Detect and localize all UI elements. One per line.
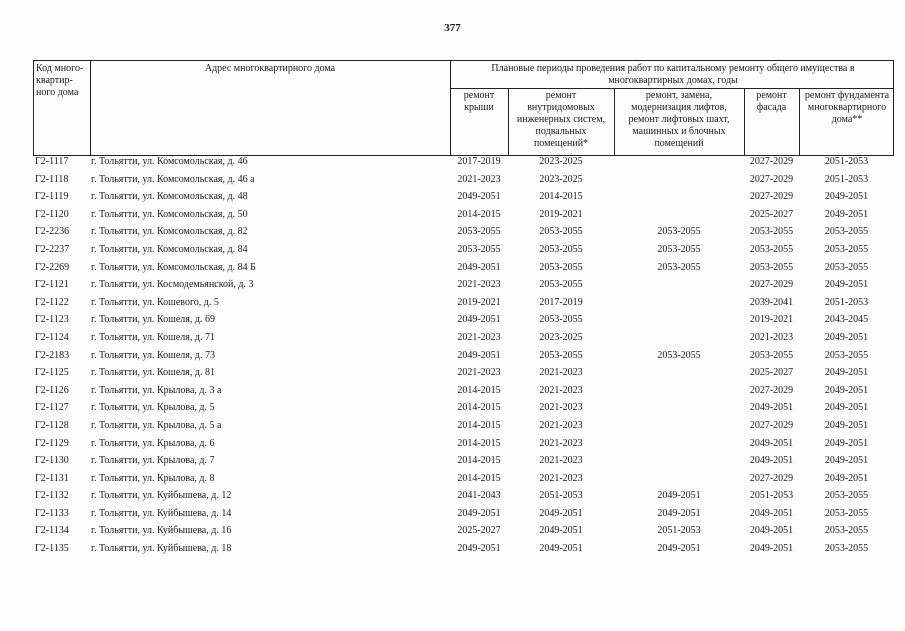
cell-facade: 2053-2055 <box>749 226 794 238</box>
table-row <box>33 382 894 400</box>
cell-facade: 2039-2041 <box>749 296 794 308</box>
cell-foundation: 2049-2051 <box>824 279 869 291</box>
cell-roof: 2017-2019 <box>457 156 501 167</box>
table-body <box>33 153 894 558</box>
cell-roof: 2014-2015 <box>457 455 501 467</box>
cell-facade: 2049-2051 <box>749 402 794 414</box>
cell-address: г. Тольятти, ул. Куйбышева, д. 16 <box>91 525 232 537</box>
table-row <box>33 417 894 435</box>
cell-address: г. Тольятти, ул. Крылова, д. 5 а <box>91 419 222 431</box>
cell-address: г. Тольятти, ул. Кошеля, д. 81 <box>91 367 215 379</box>
header-facade: ремонт фасада <box>756 90 787 113</box>
table-row <box>33 311 894 329</box>
cell-facade: 2027-2029 <box>749 173 794 185</box>
cell-foundation: 2043-2045 <box>824 314 869 326</box>
cell-roof: 2053-2055 <box>457 226 501 238</box>
cell-roof: 2014-2015 <box>457 208 501 220</box>
cell-roof: 2014-2015 <box>457 402 501 414</box>
table-row <box>33 399 894 417</box>
cell-address: г. Тольятти, ул. Куйбышева, д. 14 <box>91 507 232 519</box>
cell-facade: 2021-2023 <box>749 331 794 343</box>
cell-eng: 2023-2025 <box>539 331 583 343</box>
cell-facade: 2027-2029 <box>749 279 794 291</box>
cell-eng: 2021-2023 <box>539 437 583 449</box>
cell-eng: 2021-2023 <box>539 419 583 431</box>
cell-code: Г2-1135 <box>35 543 69 555</box>
table-row <box>33 347 894 365</box>
table-row <box>33 329 894 347</box>
cell-lift: 2053-2055 <box>657 349 701 361</box>
cell-address: г. Тольятти, ул. Кошеля, д. 73 <box>91 349 215 361</box>
table-row <box>33 522 894 540</box>
header-address: Адрес многоквартирного дома <box>204 63 336 74</box>
cell-eng: 2051-2053 <box>539 490 583 502</box>
table-row <box>33 294 894 312</box>
cell-eng: 2021-2023 <box>539 402 583 414</box>
cell-address: г. Тольятти, ул. Кошеля, д. 69 <box>91 314 215 326</box>
table-row <box>33 188 894 206</box>
table-row <box>33 259 894 277</box>
header-periods: Плановые периоды проведения работ по капитальному ремонту общего имущества в многоквартирных домах, годы <box>491 63 855 86</box>
cell-eng: 2053-2055 <box>539 261 583 273</box>
cell-facade: 2049-2051 <box>749 437 794 449</box>
cell-roof: 2049-2051 <box>457 543 501 555</box>
cell-eng: 2019-2021 <box>539 208 583 220</box>
cell-code: Г2-2269 <box>35 261 70 273</box>
cell-lift: 2053-2055 <box>657 261 701 273</box>
cell-address: г. Тольятти, ул. Комсомольская, д. 82 <box>91 226 248 238</box>
cell-code: Г2-1119 <box>35 191 69 203</box>
table-row <box>33 470 894 488</box>
header-foundation: ремонт фундамента многоквартирного дома** <box>804 90 890 125</box>
cell-code: Г2-1117 <box>35 156 69 167</box>
table-row <box>33 540 894 558</box>
cell-facade: 2027-2029 <box>749 384 794 396</box>
cell-roof: 2049-2051 <box>457 507 501 519</box>
cell-eng: 2053-2055 <box>539 226 583 238</box>
cell-code: Г2-1128 <box>35 419 69 431</box>
cell-roof: 2021-2023 <box>457 173 501 185</box>
cell-facade: 2027-2029 <box>749 156 794 167</box>
table-row <box>33 505 894 523</box>
cell-address: г. Тольятти, ул. Крылова, д. 8 <box>91 472 215 484</box>
cell-facade: 2049-2051 <box>749 525 794 537</box>
cell-eng: 2021-2023 <box>539 472 583 484</box>
header-lifts: ремонт, замена, модернизация лифтов, ремонт лифтовых шахт, машинных и блочных помещений <box>628 90 730 149</box>
column-divider <box>90 61 91 155</box>
cell-roof: 2014-2015 <box>457 472 501 484</box>
cell-facade: 2027-2029 <box>749 191 794 203</box>
cell-address: г. Тольятти, ул. Комсомольская, д. 46 а <box>91 173 255 185</box>
cell-eng: 2053-2055 <box>539 349 583 361</box>
cell-eng: 2014-2015 <box>539 191 583 203</box>
cell-code: Г2-1123 <box>35 314 69 326</box>
cell-code: Г2-2236 <box>35 226 70 238</box>
cell-address: г. Тольятти, ул. Космодемьянской, д. 3 <box>91 279 254 291</box>
cell-foundation: 2049-2051 <box>824 472 869 484</box>
cell-foundation: 2053-2055 <box>824 490 869 502</box>
cell-code: Г2-1120 <box>35 208 69 220</box>
cell-facade: 2025-2027 <box>749 208 794 220</box>
cell-address: г. Тольятти, ул. Крылова, д. 6 <box>91 437 215 449</box>
cell-address: г. Тольятти, ул. Кошеля, д. 71 <box>91 331 215 343</box>
cell-code: Г2-2237 <box>35 243 70 255</box>
cell-address: г. Тольятти, ул. Кошевого, д. 5 <box>91 296 219 308</box>
cell-foundation: 2049-2051 <box>824 331 869 343</box>
cell-facade: 2053-2055 <box>749 261 794 273</box>
cell-eng: 2021-2023 <box>539 384 583 396</box>
cell-eng: 2053-2055 <box>539 279 583 291</box>
cell-foundation: 2049-2051 <box>824 208 869 220</box>
cell-code: Г2-1121 <box>35 279 69 291</box>
cell-lift: 2049-2051 <box>657 490 701 502</box>
cell-address: г. Тольятти, ул. Комсомольская, д. 84 Б <box>91 261 256 273</box>
cell-roof: 2053-2055 <box>457 243 501 255</box>
cell-roof: 2049-2051 <box>457 261 501 273</box>
cell-facade: 2049-2051 <box>749 543 794 555</box>
cell-lift: 2049-2051 <box>657 507 701 519</box>
cell-facade: 2053-2055 <box>749 349 794 361</box>
cell-eng: 2049-2051 <box>539 543 583 555</box>
cell-address: г. Тольятти, ул. Комсомольская, д. 48 <box>91 191 248 203</box>
header-divider <box>450 88 893 89</box>
table-row <box>33 487 894 505</box>
cell-foundation: 2053-2055 <box>824 226 869 238</box>
cell-foundation: 2049-2051 <box>824 367 869 379</box>
cell-eng: 2023-2025 <box>539 173 583 185</box>
header-code: Код много- квартир- ного дома <box>36 63 84 98</box>
cell-foundation: 2051-2053 <box>824 296 869 308</box>
cell-address: г. Тольятти, ул. Крылова, д. 5 <box>91 402 215 414</box>
cell-address: г. Тольятти, ул. Куйбышева, д. 18 <box>91 543 232 555</box>
table-row <box>33 241 894 259</box>
cell-foundation: 2053-2055 <box>824 349 869 361</box>
cell-foundation: 2053-2055 <box>824 507 869 519</box>
cell-code: Г2-1118 <box>35 173 69 185</box>
cell-foundation: 2049-2051 <box>824 437 869 449</box>
cell-code: Г2-1126 <box>35 384 69 396</box>
cell-roof: 2041-2043 <box>457 490 501 502</box>
cell-lift: 2053-2055 <box>657 243 701 255</box>
cell-roof: 2049-2051 <box>457 191 501 203</box>
cell-foundation: 2049-2051 <box>824 191 869 203</box>
cell-foundation: 2049-2051 <box>824 402 869 414</box>
cell-facade: 2049-2051 <box>749 507 794 519</box>
cell-foundation: 2051-2053 <box>824 173 869 185</box>
cell-foundation: 2049-2051 <box>824 384 869 396</box>
cell-roof: 2021-2023 <box>457 279 501 291</box>
cell-foundation: 2053-2055 <box>824 543 869 555</box>
cell-lift: 2049-2051 <box>657 543 701 555</box>
cell-code: Г2-1127 <box>35 402 69 414</box>
cell-foundation: 2051-2053 <box>824 156 869 167</box>
cell-code: Г2-1130 <box>35 455 69 467</box>
cell-code: Г2-1122 <box>35 296 69 308</box>
cell-eng: 2053-2055 <box>539 314 583 326</box>
cell-foundation: 2053-2055 <box>824 243 869 255</box>
cell-eng: 2017-2019 <box>539 296 583 308</box>
table-row <box>33 206 894 224</box>
cell-facade: 2049-2051 <box>749 455 794 467</box>
cell-code: Г2-2183 <box>35 349 70 361</box>
table-row <box>33 171 894 189</box>
cell-lift: 2051-2053 <box>657 525 701 537</box>
cell-roof: 2014-2015 <box>457 419 501 431</box>
cell-eng: 2053-2055 <box>539 243 583 255</box>
cell-roof: 2014-2015 <box>457 384 501 396</box>
cell-roof: 2019-2021 <box>457 296 501 308</box>
table-row <box>33 364 894 382</box>
cell-eng: 2049-2051 <box>539 507 583 519</box>
cell-roof: 2049-2051 <box>457 314 501 326</box>
cell-facade: 2025-2027 <box>749 367 794 379</box>
cell-foundation: 2053-2055 <box>824 525 869 537</box>
cell-code: Г2-1131 <box>35 472 69 484</box>
cell-facade: 2027-2029 <box>749 472 794 484</box>
cell-roof: 2021-2023 <box>457 331 501 343</box>
cell-code: Г2-1125 <box>35 367 69 379</box>
cell-address: г. Тольятти, ул. Крылова, д. 3 а <box>91 384 222 396</box>
table-row <box>33 435 894 453</box>
cell-roof: 2049-2051 <box>457 349 501 361</box>
table-header <box>33 60 894 156</box>
cell-address: г. Тольятти, ул. Комсомольская, д. 46 <box>91 156 248 167</box>
cell-address: г. Тольятти, ул. Комсомольская, д. 50 <box>91 208 248 220</box>
cell-foundation: 2049-2051 <box>824 419 869 431</box>
cell-eng: 2023-2025 <box>539 156 583 167</box>
cell-address: г. Тольятти, ул. Крылова, д. 7 <box>91 455 215 467</box>
cell-roof: 2021-2023 <box>457 367 501 379</box>
cell-roof: 2014-2015 <box>457 437 501 449</box>
cell-eng: 2049-2051 <box>539 525 583 537</box>
cell-code: Г2-1133 <box>35 507 69 519</box>
cell-eng: 2021-2023 <box>539 367 583 379</box>
cell-facade: 2051-2053 <box>749 490 794 502</box>
cell-eng: 2021-2023 <box>539 455 583 467</box>
page-number: 377 <box>444 22 461 34</box>
cell-address: г. Тольятти, ул. Комсомольская, д. 84 <box>91 243 248 255</box>
cell-foundation: 2049-2051 <box>824 455 869 467</box>
table-row <box>33 276 894 294</box>
cell-code: Г2-1124 <box>35 331 69 343</box>
cell-code: Г2-1132 <box>35 490 69 502</box>
cell-code: Г2-1134 <box>35 525 69 537</box>
table-row <box>33 153 894 171</box>
cell-roof: 2025-2027 <box>457 525 501 537</box>
header-engineering: ремонт внутридомовых инженерных систем, подвальных помещений* <box>516 90 606 149</box>
cell-facade: 2027-2029 <box>749 419 794 431</box>
cell-facade: 2019-2021 <box>749 314 794 326</box>
cell-address: г. Тольятти, ул. Куйбышева, д. 12 <box>91 490 232 502</box>
header-roof: ремонт крыши <box>463 90 495 113</box>
table-row <box>33 452 894 470</box>
table-row <box>33 223 894 241</box>
cell-facade: 2053-2055 <box>749 243 794 255</box>
cell-lift: 2053-2055 <box>657 226 701 238</box>
cell-foundation: 2053-2055 <box>824 261 869 273</box>
cell-code: Г2-1129 <box>35 437 69 449</box>
